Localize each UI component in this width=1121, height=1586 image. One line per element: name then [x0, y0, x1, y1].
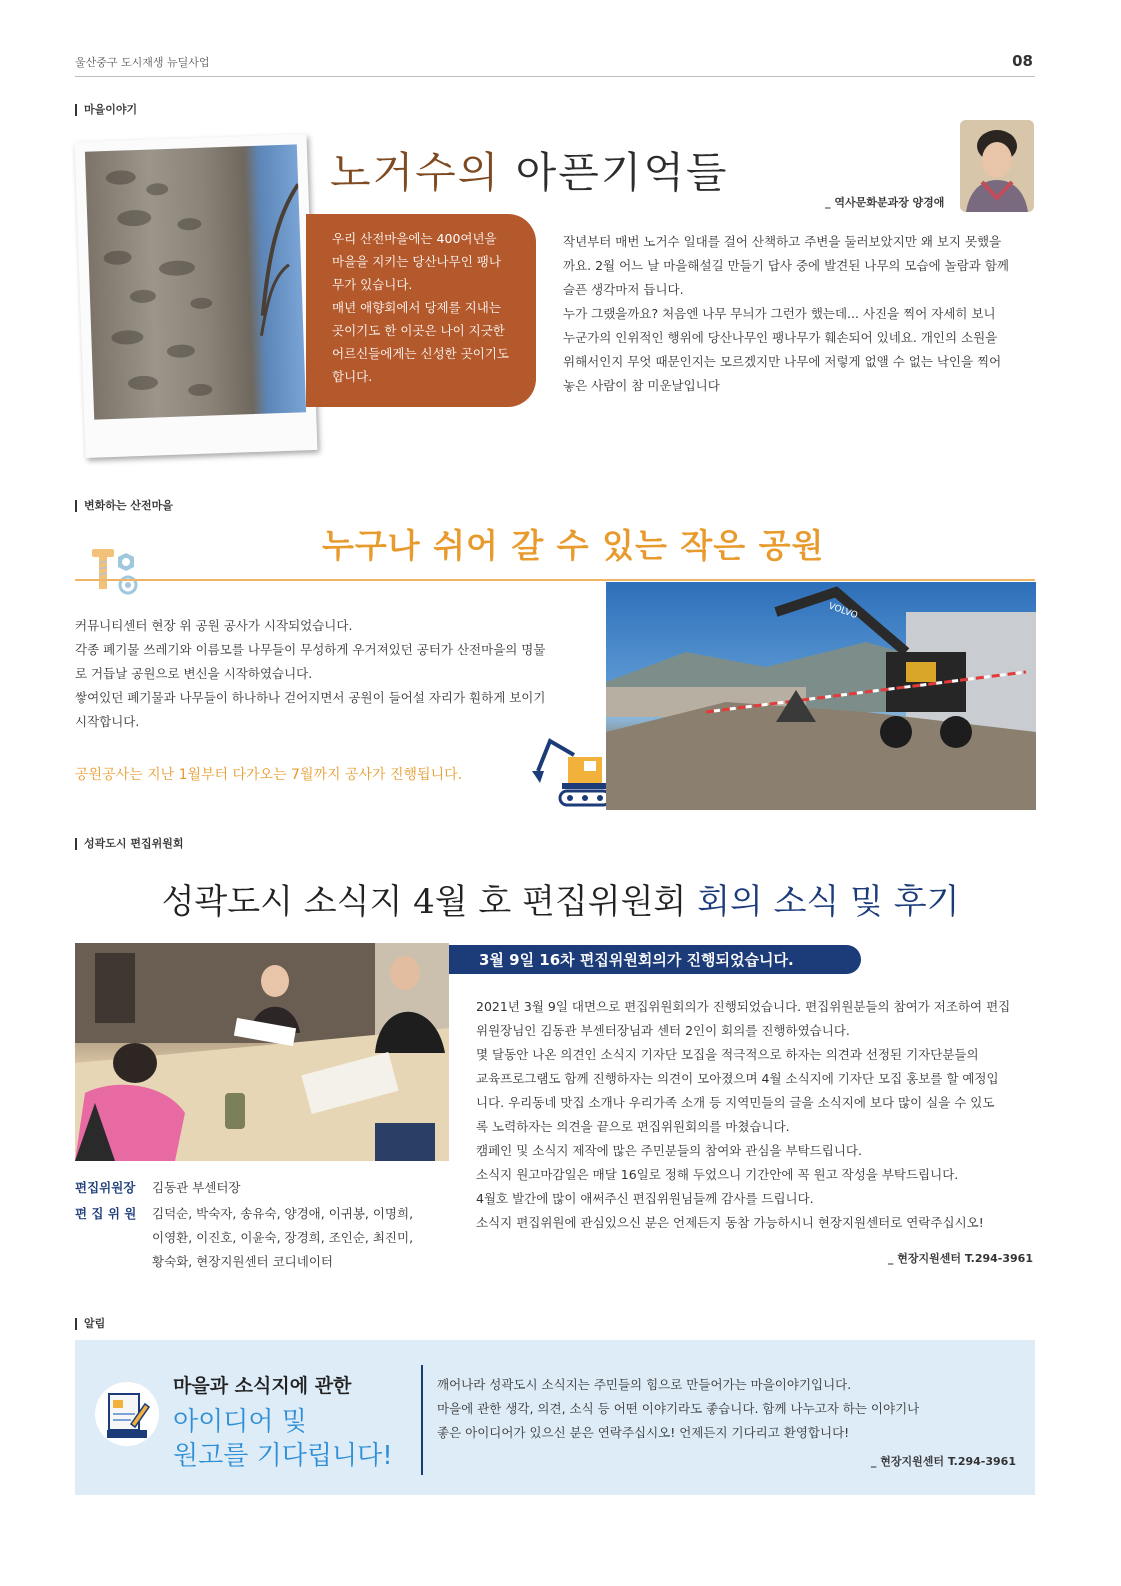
members-label: 편 집 위 원: [75, 1206, 137, 1221]
notice-headline: [173, 1405, 393, 1473]
intro-line: 매년 애향회에서 당제를 지내는: [332, 300, 501, 315]
members-line: 황숙화, 현장지원센터 코디네이터: [152, 1254, 333, 1269]
body-line: 니다. 우리동네 맛집 소개나 우리가족 소개 등 지역민들의 글을 소식지에 보다 많이 실을 수 있도: [476, 1095, 995, 1110]
article-title-small-park: 누구나 쉬어 갈 수 있는 작은 공원: [322, 526, 825, 565]
title-part-painful-memories: 아픈기억들: [515, 148, 729, 197]
intro-line: 마을을 지키는 당산나무인 팽나: [332, 254, 501, 269]
notice-body: [437, 1373, 1027, 1445]
meeting-subtitle-banner: 3월 9일 16차 편집위원회의가 진행되었습니다.: [449, 945, 861, 974]
committee-members-list: [75, 1176, 455, 1276]
body-line: 마을에 관한 생각, 의견, 소식 등 어떤 이야기라도 좋습니다. 함께 나누고자 하는 이야기나: [437, 1401, 920, 1416]
chair-label: 편집위원장: [75, 1180, 136, 1195]
excavator-icon: [528, 735, 612, 817]
notice-byline: _ 현장지원센터 T.294-3961: [870, 1455, 1016, 1468]
members-line: 이영환, 이진호, 이윤숙, 장경희, 조인순, 최진미,: [152, 1230, 414, 1245]
body-line: 작년부터 매번 노거수 일대를 걸어 산책하고 주변을 둘러보았지만 왜 보지 못했을: [563, 234, 1002, 249]
section-label-notice: 알림: [75, 1318, 105, 1330]
notice-divider: [421, 1365, 423, 1475]
title-part-meeting-review: 회의 소식 및 후기: [697, 882, 960, 922]
body-line: 소식지 원고마감일은 매달 16일로 정해 두었으니 기간안에 꼭 원고 작성을 부탁드립니다.: [476, 1167, 959, 1182]
header-divider: [75, 76, 1035, 77]
article-body-small-park: [75, 614, 590, 734]
tree-bark-photo-frame: [75, 134, 318, 458]
title-part-old-tree: 노거수의: [330, 148, 516, 197]
page-number: 08: [1012, 52, 1033, 70]
body-line: 소식지 편집위원에 관심있으신 분은 언제든지 동참 가능하시니 현장지원센터로 연락주십시오!: [476, 1215, 984, 1230]
intro-line: 합니다.: [332, 369, 373, 384]
section-label-village-story: 마을이야기: [75, 104, 137, 116]
body-line: 각종 폐기물 쓰레기와 이름모를 나무들이 무성하게 우거져있던 공터가 산전마을의 명물: [75, 642, 546, 657]
body-line: 몇 달동안 나온 의견인 소식지 기자단 모집을 적극적으로 하자는 의견과 선정된 기자단분들의: [476, 1047, 979, 1062]
body-line: 위원장님인 김동관 부센터장님과 센터 2인이 회의를 진행하였습니다.: [476, 1023, 850, 1038]
publication-name: 울산중구 도시재생 뉴딜사업: [75, 56, 210, 69]
body-line: 캠페인 및 소식지 제작에 많은 주민분들의 참여와 관심을 부탁드립니다.: [476, 1143, 862, 1158]
section2-divider: [75, 579, 1035, 581]
tree-bark-photo: [85, 144, 306, 419]
body-line: 교육프로그램도 함께 진행하자는 의견이 모아졌으며 4월 소식지에 기자단 모집 홍보를 할 예정입: [476, 1071, 999, 1086]
body-line: 커뮤니티센터 현장 위 공원 공사가 시작되었습니다.: [75, 618, 353, 633]
body-line: 2021년 3월 9일 대면으로 편집위원회의가 진행되었습니다. 편집위원분들의 참여가 저조하여 편집: [476, 999, 1011, 1014]
bolt-nut-icon: [88, 545, 144, 601]
title-part-newsletter: 성곽도시 소식지 4월 호 편집위원회: [161, 882, 698, 922]
notice-headline-line: 아이디어 및: [173, 1407, 307, 1437]
meeting-photo: [75, 943, 449, 1161]
article-body-old-tree: [563, 230, 1037, 398]
body-line: 록 노력하자는 의견을 끝으로 편집위원회의를 마쳤습니다.: [476, 1119, 790, 1134]
body-line: 좋은 아이디어가 있으신 분은 연락주십시오! 언제든지 기다리고 환영합니다!: [437, 1425, 850, 1440]
intro-line: 우리 산전마을에는 400여년을: [332, 231, 497, 246]
author-portrait: [960, 120, 1034, 212]
body-line: 누군가의 인위적인 행위에 당산나무인 팽나무가 훼손되어 있네요. 개인의 소원을: [563, 330, 998, 345]
section-label-editorial-committee: 성곽도시 편집위원회: [75, 838, 183, 850]
body-line: 4월호 발간에 많이 애써주신 편집위원님들께 감사를 드립니다.: [476, 1191, 814, 1206]
members-line: 김덕순, 박숙자, 송유숙, 양경애, 이귀봉, 이명희,: [152, 1206, 414, 1221]
body-line: 슬픈 생각마저 듭니다.: [563, 282, 684, 297]
support-center-byline: _ 현장지원센터 T.294-3961: [887, 1252, 1033, 1265]
article-body-editorial-meeting: [476, 995, 1036, 1235]
body-line: 놓은 사람이 참 미운날입니다: [563, 378, 720, 393]
intro-line: 어르신들에게는 신성한 곳이기도: [332, 346, 509, 361]
construction-site-photo: [606, 582, 1036, 810]
body-line: 깨어나라 성곽도시 소식지는 주민들의 힘으로 만들어가는 마을이야기입니다.: [437, 1377, 852, 1392]
body-line: 위해서인지 무엇 때문인지는 모르겠지만 나무에 저렇게 없앨 수 없는 낙인을 찍어: [563, 354, 1002, 369]
notice-title: 마을과 소식지에 관한: [173, 1375, 352, 1397]
manuscript-icon: [93, 1380, 161, 1452]
body-line: 시작합니다.: [75, 714, 140, 729]
notice-headline-line: 원고를 기다립니다!: [173, 1441, 393, 1471]
intro-line: 무가 있습니다.: [332, 277, 413, 292]
body-line: 누가 그랬을까요? 처음엔 나무 무늬가 그런가 했는데... 사진을 찍어 자세히 보니: [563, 306, 996, 321]
author-byline: _ 역사문화분과장 양경애: [825, 196, 945, 209]
body-line: 쌓여있던 폐기물과 나무들이 하나하나 걷어지면서 공원이 들어설 자리가 훤하게 보이기: [75, 690, 546, 705]
chair-value: 김동관 부센터장: [152, 1180, 241, 1195]
article-title-old-tree: [330, 140, 729, 200]
article-title-editorial-meeting: [0, 874, 1121, 923]
construction-period-note: 공원공사는 지난 1월부터 다가오는 7월까지 공사가 진행됩니다.: [75, 767, 463, 783]
section-label-changing-village: 변화하는 산전마을: [75, 500, 173, 512]
excavator-brand-label: VOLVO: [826, 601, 859, 622]
body-line: 로 거듭날 공원으로 변신을 시작하였습니다.: [75, 666, 313, 681]
body-line: 까요. 2월 어느 날 마을해설길 만들기 답사 중에 발견된 나무의 모습에 놀람과 함께: [563, 258, 1010, 273]
intro-callout-box: [306, 214, 536, 407]
intro-line: 곳이기도 한 이곳은 나이 지긋한: [332, 323, 505, 338]
